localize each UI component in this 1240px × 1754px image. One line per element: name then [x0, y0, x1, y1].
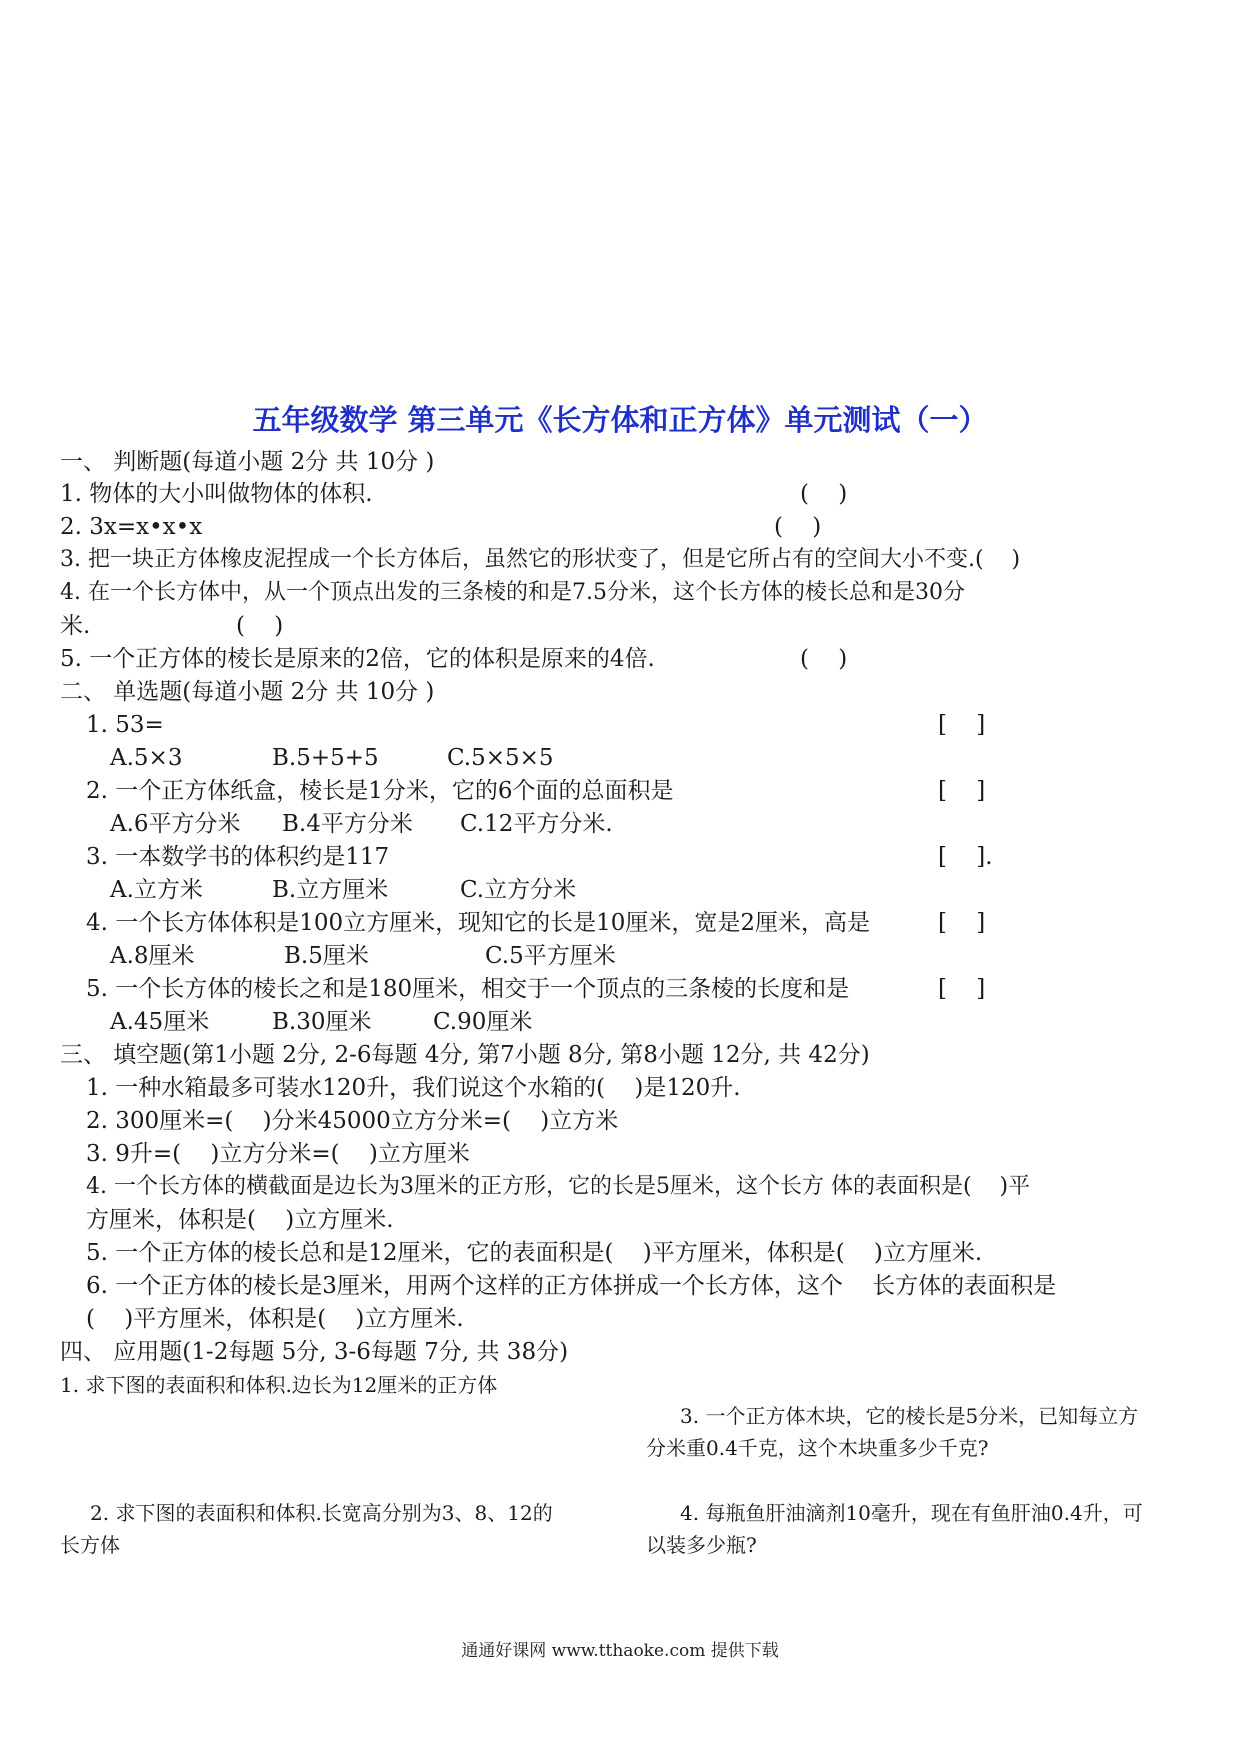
question-text: 5. 一个正方体的棱长总和是12厘米，它的表面积是( )平方厘米，体积是( )立方厘米. [86, 1240, 983, 1266]
question-text: 3. 9升=( )立方分米=( )立方厘米 [86, 1141, 470, 1167]
option: A.5×3 [110, 745, 183, 771]
question-text: 5. 一个长方体的棱长之和是180厘米，相交于一个顶点的三条棱的长度和是 [86, 976, 850, 1002]
option: B.30厘米 [272, 1009, 372, 1035]
option: B.5+5+5 [272, 745, 379, 771]
answer-bracket: [ ] [938, 976, 986, 1002]
answer-blank: ( ) [774, 514, 822, 540]
option: C.5平方厘米 [485, 943, 616, 969]
question-text-cont: ( )平方厘米，体积是( )立方厘米. [86, 1306, 464, 1332]
answer-blank: ( ) [800, 646, 848, 672]
question-text-cont: 长方体 [60, 1533, 120, 1557]
question-text: 3. 一本数学书的体积约是117 [86, 844, 390, 870]
question-text: 4. 每瓶鱼肝油滴剂10毫升，现在有鱼肝油0.4升，可 [680, 1501, 1143, 1525]
answer-blank: ( ) [800, 481, 848, 507]
question-text: 3. 一个正方体木块，它的棱长是5分米，已知每立方 [680, 1404, 1139, 1428]
option: B.5厘米 [284, 943, 369, 969]
answer-blank: ( ) [236, 613, 284, 639]
option: A.45厘米 [110, 1009, 210, 1035]
page-title: 五年级数学 第三单元《长方体和正方体》单元测试（一） [252, 403, 988, 437]
answer-bracket: [ ] [938, 712, 986, 738]
question-text: 6. 一个正方体的棱长是3厘米，用两个这样的正方体拼成一个长方体，这个 长方体的表面积是 [86, 1273, 1057, 1299]
question-text: 2. 一个正方体纸盒，棱长是1分米，它的6个面的总面积是 [86, 778, 674, 804]
question-text: 4. 在一个长方体中，从一个顶点出发的三条棱的和是7.5分米，这个长方体的棱长总和是30分 [60, 580, 965, 605]
question-text: 4. 一个长方体体积是100立方厘米，现知它的长是10厘米，宽是2厘米，高是 [86, 910, 871, 936]
option: C.5×5×5 [447, 745, 554, 771]
section-heading-choice: 二、 单选题(每道小题 2分 共 10分 ) [60, 679, 435, 705]
question-text: 1. 求下图的表面积和体积.边长为12厘米的正方体 [60, 1373, 498, 1397]
question-text-cont: 方厘米，体积是( )立方厘米. [86, 1207, 394, 1233]
answer-bracket: [ ] [938, 910, 986, 936]
option: A.8厘米 [110, 943, 195, 969]
section-heading-application: 四、 应用题(1-2每题 5分, 3-6每题 7分, 共 38分) [60, 1339, 569, 1365]
question-text: 2. 求下图的表面积和体积.长宽高分别为3、8、12的 [90, 1501, 553, 1525]
question-text: 5. 一个正方体的棱长是原来的2倍，它的体积是原来的4倍. [60, 646, 655, 672]
option: C.90厘米 [433, 1009, 533, 1035]
option: C.立方分米 [460, 877, 577, 903]
answer-bracket: [ ]. [938, 844, 993, 870]
option: B.4平方分米 [282, 811, 413, 837]
question-text: 2. 3x=x•x•x [60, 514, 203, 540]
option: A.立方米 [110, 877, 203, 903]
question-text: 2. 300厘米=( )分米45000立方分米=( )立方米 [86, 1108, 619, 1134]
option: B.立方厘米 [272, 877, 389, 903]
question-text: 4. 一个长方体的横截面是边长为3厘米的正方形，它的长是5厘米，这个长方 体的表面积是( )平 [86, 1174, 1031, 1199]
option: A.6平方分米 [110, 811, 241, 837]
answer-bracket: [ ] [938, 778, 986, 804]
question-text: 1. 一种水箱最多可装水120升，我们说这个水箱的( )是120升. [86, 1075, 741, 1101]
section-heading-fill: 三、 填空题(第1小题 2分, 2-6每题 4分, 第7小题 8分, 第8小题 12分, 共 42分) [60, 1042, 870, 1068]
question-text-cont: 米. [60, 613, 91, 639]
question-text: 1. 物体的大小叫做物体的体积. [60, 481, 373, 507]
section-heading-judgment: 一、 判断题(每道小题 2分 共 10分 ) [60, 449, 435, 475]
footer-credit: 通通好课网 www.tthaoke.com 提供下载 [461, 1641, 779, 1661]
question-text: 3. 把一块正方体橡皮泥捏成一个长方体后，虽然它的形状变了，但是它所占有的空间大小不变.( ) [60, 547, 1021, 572]
question-text-cont: 以装多少瓶? [646, 1533, 757, 1557]
question-text: 1. 53= [86, 712, 164, 738]
option: C.12平方分米. [460, 811, 613, 837]
question-text-cont: 分米重0.4千克，这个木块重多少千克? [646, 1436, 989, 1460]
